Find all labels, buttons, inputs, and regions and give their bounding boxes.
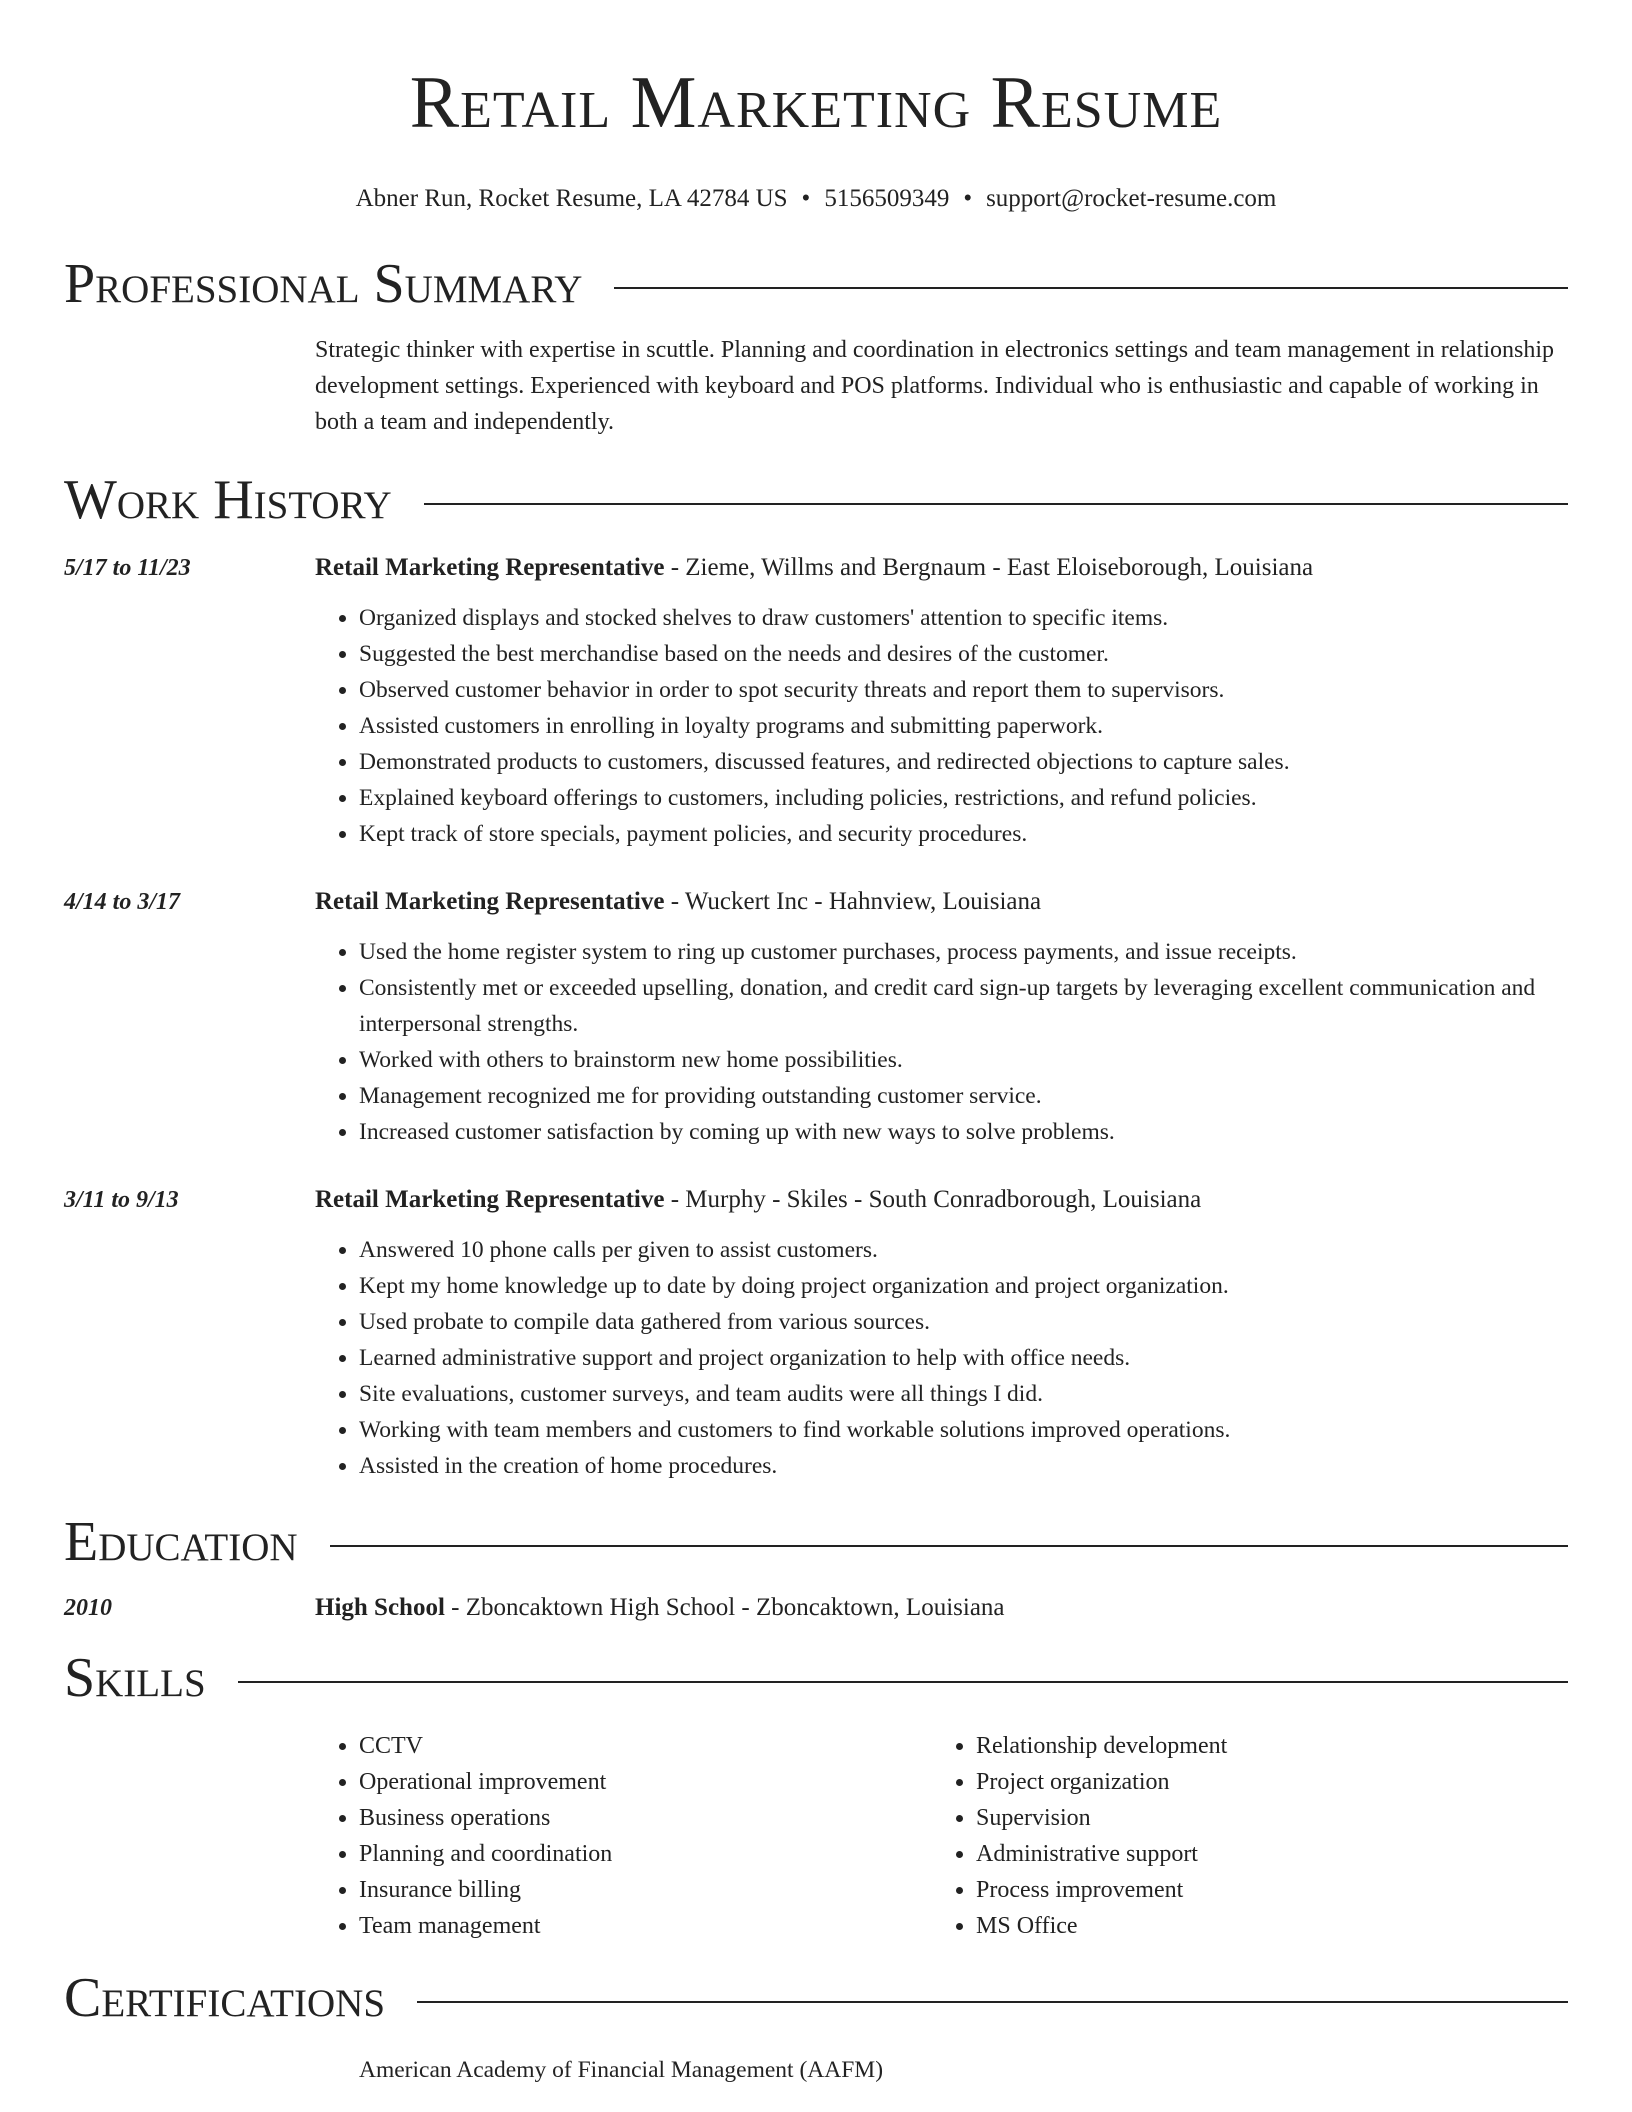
list-item: • Relationship development xyxy=(976,1728,1549,1764)
job-dates: 5/17 to 11/23 xyxy=(64,555,191,581)
certifications-heading: Certifications xyxy=(64,1967,386,2029)
list-item: • Business operations xyxy=(359,1800,932,1836)
resume-title: Retail Marketing Resume xyxy=(409,62,1223,144)
contact-line xyxy=(64,184,1568,214)
list-item: • Process improvement xyxy=(976,1872,1549,1908)
job-heading xyxy=(315,550,1568,586)
list-item: • CCTV xyxy=(359,1728,932,1764)
job-title: Retail Marketing Representative xyxy=(315,1186,665,1213)
education-details: - Zboncaktown High School - Zboncaktown, Louisiana xyxy=(444,1594,1005,1621)
certifications-section xyxy=(64,1966,1568,2088)
list-item: • Explained keyboard offerings to customers, including policies, restrictions, and refund policies. xyxy=(359,780,1568,816)
job-title: Retail Marketing Representative xyxy=(315,888,665,915)
section-rule xyxy=(417,2001,1568,2003)
job-bullets xyxy=(315,1232,1568,1484)
list-item: • Kept track of store specials, payment policies, and security procedures. xyxy=(359,816,1568,852)
contact-separator: • xyxy=(963,185,973,212)
job-entry xyxy=(64,1182,1568,1484)
job-heading xyxy=(315,884,1568,920)
list-item: • Operational improvement xyxy=(359,1764,932,1800)
summary-spacer xyxy=(64,332,315,440)
job-bullets xyxy=(315,934,1568,1150)
education-year: 2010 xyxy=(64,1595,112,1621)
section-rule xyxy=(238,1681,1568,1683)
summary-text: Strategic thinker with expertise in scuttle. Planning and coordination in electronics settings and team management in relationship development settings. Experienced with keyboard and POS platforms. Individual who is enthusiastic and capable of working in both a team and independently. xyxy=(315,337,1555,435)
education-heading-line xyxy=(315,1590,1568,1626)
list-item: • Learned administrative support and project organization to help with office needs. xyxy=(359,1340,1568,1376)
job-bullets xyxy=(315,600,1568,852)
job-heading xyxy=(315,1182,1568,1218)
skills-columns xyxy=(315,1728,1568,1944)
list-item: • Site evaluations, customer surveys, and team audits were all things I did. xyxy=(359,1376,1568,1412)
summary-section xyxy=(64,252,1568,440)
list-item: • Kept my home knowledge up to date by doing project organization and project organization. xyxy=(359,1268,1568,1304)
work-heading: Work History xyxy=(64,469,392,531)
contact-separator: • xyxy=(801,185,811,212)
education-degree: High School xyxy=(315,1594,445,1621)
list-item: • Insurance billing xyxy=(359,1872,932,1908)
work-section xyxy=(64,468,1568,1484)
list-item: • Answered 10 phone calls per given to assist customers. xyxy=(359,1232,1568,1268)
list-item: • Consistently met or exceeded upselling, donation, and credit card sign-up targets by leveraging excellent communication and interpersonal strengths. xyxy=(359,970,1568,1042)
section-rule xyxy=(424,503,1568,505)
contact-phone: 5156509349 xyxy=(824,185,950,212)
list-item: • Administrative support xyxy=(976,1836,1549,1872)
skills-column-1 xyxy=(315,1728,932,1944)
job-details: - Murphy - Skiles - South Conradborough, Louisiana xyxy=(664,1186,1202,1213)
list-item: • Assisted in the creation of home procedures. xyxy=(359,1448,1568,1484)
list-item: • Organized displays and stocked shelves to draw customers' attention to specific items. xyxy=(359,600,1568,636)
list-item: • Increased customer satisfaction by coming up with new ways to solve problems. xyxy=(359,1114,1568,1150)
list-item: • Observed customer behavior in order to spot security threats and report them to supervisors. xyxy=(359,672,1568,708)
job-entry xyxy=(64,550,1568,852)
skills-heading: Skills xyxy=(64,1647,206,1709)
education-section xyxy=(64,1510,1568,1626)
list-item: • Working with team members and customers to find workable solutions improved operations. xyxy=(359,1412,1568,1448)
job-entry xyxy=(64,884,1568,1150)
job-details: - Zieme, Willms and Bergnaum - East Eloiseborough, Louisiana xyxy=(664,554,1314,581)
list-item: • Used the home register system to ring up customer purchases, process payments, and issue receipts. xyxy=(359,934,1568,970)
section-heading xyxy=(64,1646,1568,1710)
list-item: American Academy of Financial Management (AAFM) xyxy=(359,2057,884,2083)
certifications-list xyxy=(315,2052,1568,2088)
job-details: - Wuckert Inc - Hahnview, Louisiana xyxy=(664,888,1042,915)
list-item: • Used probate to compile data gathered from various sources. xyxy=(359,1304,1568,1340)
list-item: • Team management xyxy=(359,1908,932,1944)
certifications-spacer xyxy=(64,2052,315,2088)
contact-email: support@rocket-resume.com xyxy=(986,185,1277,212)
list-item: • Planning and coordination xyxy=(359,1836,932,1872)
section-rule xyxy=(330,1545,1568,1547)
list-item: • Suggested the best merchandise based on the needs and desires of the customer. xyxy=(359,636,1568,672)
skills-spacer xyxy=(64,1728,315,1944)
contact-address: Abner Run, Rocket Resume, LA 42784 US xyxy=(355,185,788,212)
job-dates: 3/11 to 9/13 xyxy=(64,1187,179,1213)
list-item: • Assisted customers in enrolling in loyalty programs and submitting paperwork. xyxy=(359,708,1568,744)
list-item: • Demonstrated products to customers, discussed features, and redirected objections to capture sales. xyxy=(359,744,1568,780)
list-item: • MS Office xyxy=(976,1908,1549,1944)
section-heading xyxy=(64,252,1568,316)
skills-column-2 xyxy=(932,1728,1549,1944)
section-heading xyxy=(64,1966,1568,2030)
list-item: • Supervision xyxy=(976,1800,1549,1836)
section-heading xyxy=(64,468,1568,532)
list-item: • Project organization xyxy=(976,1764,1549,1800)
education-heading: Education xyxy=(64,1511,298,1573)
education-entry xyxy=(64,1590,1568,1626)
job-title: Retail Marketing Representative xyxy=(315,554,665,581)
section-rule xyxy=(614,287,1568,289)
skills-section xyxy=(64,1646,1568,1944)
job-dates: 4/14 to 3/17 xyxy=(64,889,181,915)
list-item: • Management recognized me for providing outstanding customer service. xyxy=(359,1078,1568,1114)
list-item: • Worked with others to brainstorm new home possibilities. xyxy=(359,1042,1568,1078)
section-heading xyxy=(64,1510,1568,1574)
summary-heading: Professional Summary xyxy=(64,253,583,315)
